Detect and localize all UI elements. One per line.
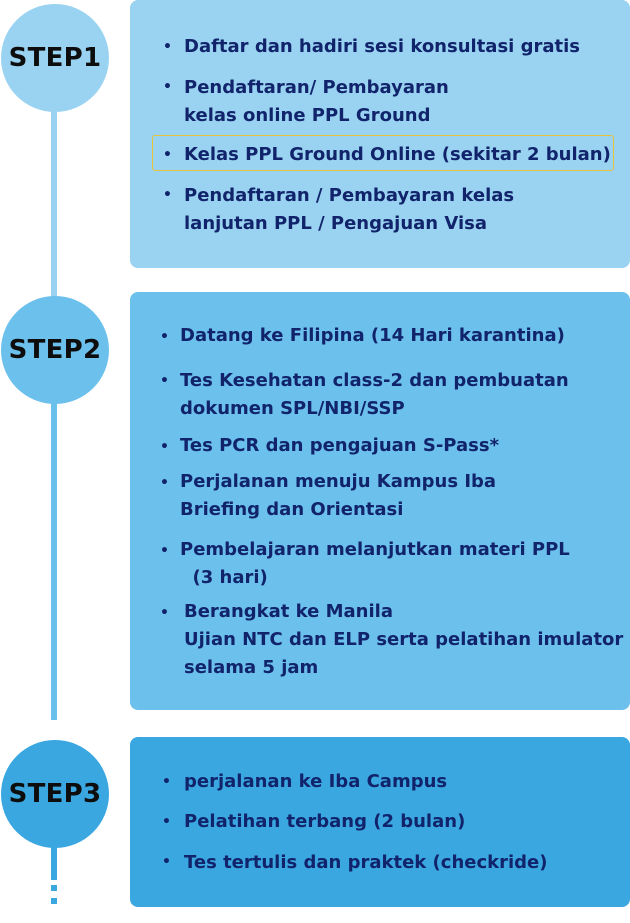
step1-item-1-text: Daftar dan hadiri sesi konsultasi gratis — [184, 36, 580, 57]
step3-item-2-text: Pelatihan terbang (2 bulan) — [184, 811, 466, 832]
step1-item-2-text: Pendaftaran/ Pembayaran kelas online PPL Ground — [184, 77, 449, 126]
step1-item-3-text: Kelas PPL Ground Online (sekitar 2 bulan) — [184, 144, 611, 165]
step1-item-4-text: Pendaftaran / Pembayaran kelas lanjutan PPL / Pengajuan Visa — [184, 185, 515, 234]
bullet-icon: • — [162, 774, 171, 790]
bullet-icon: • — [160, 605, 169, 621]
bullet-icon: • — [160, 475, 169, 491]
step3-circle: STEP3 — [1, 740, 109, 848]
step1-circle: STEP1 — [1, 4, 109, 112]
bullet-icon: • — [160, 329, 169, 345]
step2-item-3-text: Tes PCR dan pengajuan S-Pass* — [180, 435, 499, 456]
bullet-icon: • — [160, 543, 169, 559]
step2-item-6-text: Berangkat ke Manila Ujian NTC dan ELP serta pelatihan imulator selama 5 jam — [184, 601, 624, 678]
bullet-icon: • — [162, 814, 171, 830]
step2-circle: STEP2 — [1, 296, 109, 404]
step3-panel — [130, 737, 630, 907]
step3-item-1-text: perjalanan ke Iba Campus — [184, 771, 448, 792]
step2-item-4-text: Perjalanan menuju Kampus Iba Briefing dan Orientasi — [180, 471, 497, 520]
bullet-icon: • — [163, 39, 172, 55]
dot — [51, 898, 57, 904]
bullet-icon: • — [162, 854, 171, 870]
bullet-icon: • — [160, 439, 169, 455]
bullet-icon: • — [163, 147, 172, 163]
step2-item-1-text: Datang ke Filipina (14 Hari karantina) — [180, 325, 565, 346]
timeline-connector-1 — [51, 100, 57, 300]
timeline-connector-2 — [51, 395, 57, 720]
step2-panel — [130, 292, 630, 710]
step1-panel — [130, 0, 630, 268]
dot — [51, 885, 57, 891]
timeline-continuation-dots — [51, 885, 57, 911]
step3-item-3-text: Tes tertulis dan praktek (checkride) — [184, 852, 548, 873]
bullet-icon: • — [160, 373, 169, 389]
step2-item-2-text: Tes Kesehatan class-2 dan pembuatan dokumen SPL/NBI/SSP — [180, 370, 569, 419]
step2-item-5-text: Pembelajaran melanjutkan materi PPL (3 hari) — [180, 539, 570, 588]
bullet-icon: • — [163, 79, 172, 95]
bullet-icon: • — [163, 187, 172, 203]
